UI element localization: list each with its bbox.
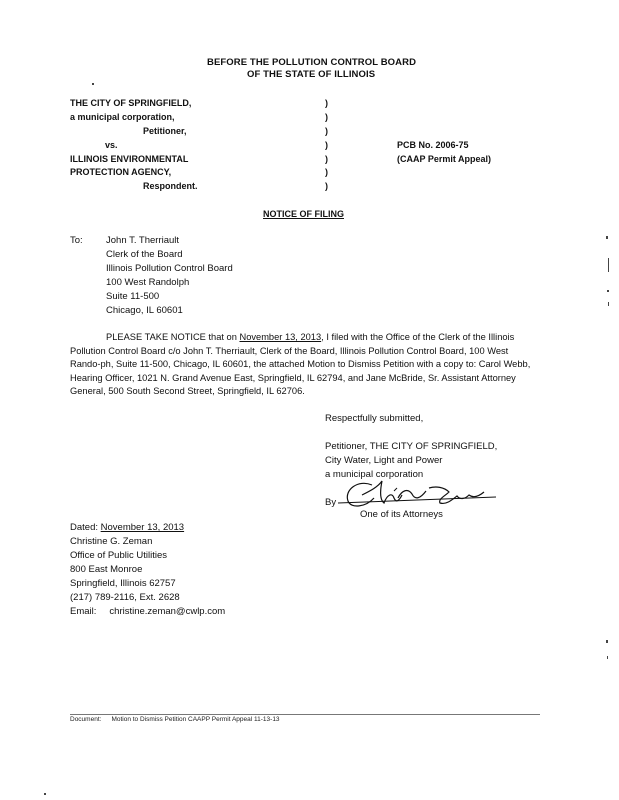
scan-speck <box>44 793 46 795</box>
caption-bracket: ) <box>325 181 328 191</box>
state-heading: OF THE STATE OF ILLINOIS <box>247 69 376 80</box>
attorney-email-line <box>70 606 225 617</box>
scan-speck <box>606 236 608 239</box>
board-heading: BEFORE THE POLLUTION CONTROL BOARD <box>207 57 417 68</box>
footer-document <box>70 716 280 723</box>
to-label: To: <box>70 235 83 246</box>
attorney-city: Springfield, Illinois 62757 <box>70 578 176 589</box>
scan-speck <box>607 290 609 292</box>
notice-text-start: PLEASE TAKE NOTICE that on <box>106 332 240 342</box>
attorney-phone: (217) 789-2116, Ext. 2628 <box>70 592 180 603</box>
notice-text-rest: , I filed with the Office of the Clerk of the Illinois Pollution Control Board c/o John T. Therriault, Clerk of the Board, Illinois Pollution Control Board, 100 West Rando-ph, Suite 11-500, Chicago, IL 60601, the attached Motion to Dismiss Petition with a copy to: Carol Webb, Hearing Officer, 1021 N. Grand Avenue East, Springfield, IL 62794, and Jane McBride, Sr. Assistant Attorney General, 500 South Second Street, Springfield, IL 62706. <box>70 332 531 396</box>
caption-vs: vs. <box>105 140 118 150</box>
signatory-dept: City Water, Light and Power <box>325 455 443 466</box>
caption-respondent-role: Respondent. <box>143 181 198 191</box>
attorney-office: Office of Public Utilities <box>70 550 167 561</box>
recipient-name: John T. Therriault <box>106 235 180 246</box>
attorney-street: 800 East Monroe <box>70 564 143 575</box>
footer-label: Document: <box>70 716 102 723</box>
caption-petitioner-type: a municipal corporation, <box>70 112 175 122</box>
email-label: Email: <box>70 606 97 617</box>
recipient-title: Clerk of the Board <box>106 249 183 260</box>
scan-speck <box>92 83 94 85</box>
dated-label: Dated: <box>70 522 98 533</box>
signatory-party: Petitioner, THE CITY OF SPRINGFIELD, <box>325 441 498 452</box>
closing: Respectfully submitted, <box>325 413 424 424</box>
signatory-role: One of its Attorneys <box>360 509 443 520</box>
caption-bracket: ) <box>325 140 328 150</box>
scan-speck <box>608 258 609 272</box>
signatory-type: a municipal corporation <box>325 469 424 480</box>
by-label: By <box>325 497 337 508</box>
caption-petitioner-role: Petitioner, <box>143 126 187 136</box>
dated-line <box>70 522 184 533</box>
recipient-org: Illinois Pollution Control Board <box>106 263 233 274</box>
recipient-city: Chicago, IL 60601 <box>106 305 183 316</box>
caption-respondent-name-2: PROTECTION AGENCY, <box>70 167 172 177</box>
recipient-suite: Suite 11-500 <box>106 291 160 302</box>
scan-speck <box>606 640 608 643</box>
caption-bracket: ) <box>325 112 328 122</box>
footer-rule <box>70 714 540 715</box>
caption-bracket: ) <box>325 98 328 108</box>
footer-text: Motion to Dismiss Petition CAAPP Permit Appeal 11-13-13 <box>111 716 280 723</box>
recipient-street: 100 West Randolph <box>106 277 190 288</box>
scan-speck <box>607 656 608 659</box>
dated-date: November 13, 2013 <box>100 522 185 533</box>
caption-bracket: ) <box>325 167 328 177</box>
email-address[interactable]: christine.zeman@cwlp.com <box>109 606 226 617</box>
filing-date: November 13, 2013 <box>239 332 322 342</box>
caption-bracket: ) <box>325 154 328 164</box>
case-type: (CAAP Permit Appeal) <box>397 154 492 164</box>
case-number: PCB No. 2006-75 <box>397 140 469 150</box>
caption-bracket: ) <box>325 126 328 136</box>
notice-paragraph <box>70 331 540 399</box>
scan-speck <box>608 302 609 306</box>
caption-petitioner-name: THE CITY OF SPRINGFIELD, <box>70 98 192 108</box>
notice-title: NOTICE OF FILING <box>263 209 344 219</box>
attorney-name: Christine G. Zeman <box>70 536 153 547</box>
caption-respondent-name-1: ILLINOIS ENVIRONMENTAL <box>70 154 189 164</box>
